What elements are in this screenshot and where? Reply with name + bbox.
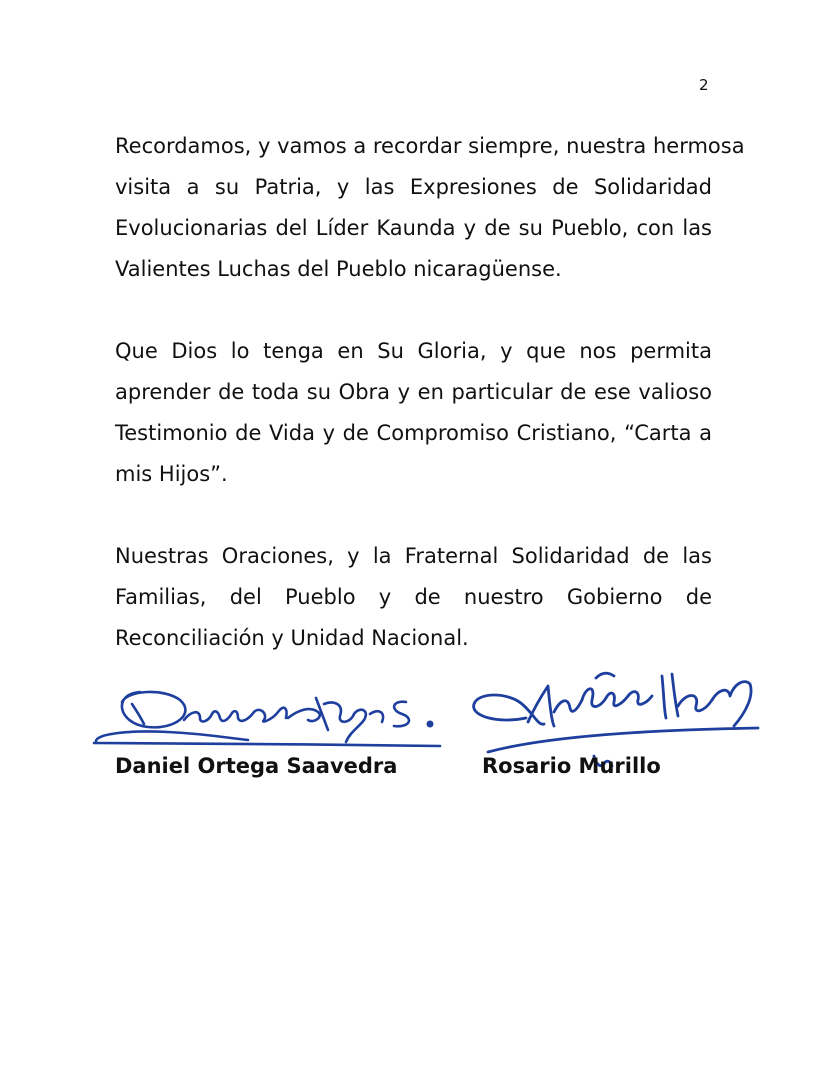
text-line: Reconciliación y Unidad Nacional. <box>115 626 469 650</box>
text-line: Recordamos, y vamos a recordar siempre, nuestra hermosa <box>115 134 745 158</box>
text-line: aprender de toda su Obra y en particular de ese valioso <box>115 380 712 404</box>
page-number: 2 <box>699 76 709 94</box>
text-line: visita a su Patria, y las Expresiones de Solidaridad <box>115 175 712 199</box>
text-line: Nuestras Oraciones, y la Fraternal Solidaridad de las <box>115 544 712 568</box>
letter-body <box>115 126 745 700</box>
signatory-name-daniel-ortega: Daniel Ortega Saavedra <box>115 754 398 778</box>
signatory-name-rosario-murillo: Rosario Murillo <box>482 754 661 778</box>
paragraph-2 <box>115 331 712 495</box>
text-line: Evolucionarias del Líder Kaunda y de su Pueblo, con las <box>115 216 712 240</box>
text-line: Familias, del Pueblo y de nuestro Gobierno de <box>115 585 712 609</box>
paragraph-1 <box>115 126 745 290</box>
paragraph-3 <box>115 536 712 659</box>
text-line: Valientes Luchas del Pueblo nicaragüense. <box>115 257 562 281</box>
text-line: mis Hijos”. <box>115 462 228 486</box>
text-line: Que Dios lo tenga en Su Gloria, y que nos permita <box>115 339 712 363</box>
text-line: Testimonio de Vida y de Compromiso Cristiano, “Carta a <box>115 421 712 445</box>
signature-daniel-ortega <box>88 680 448 755</box>
